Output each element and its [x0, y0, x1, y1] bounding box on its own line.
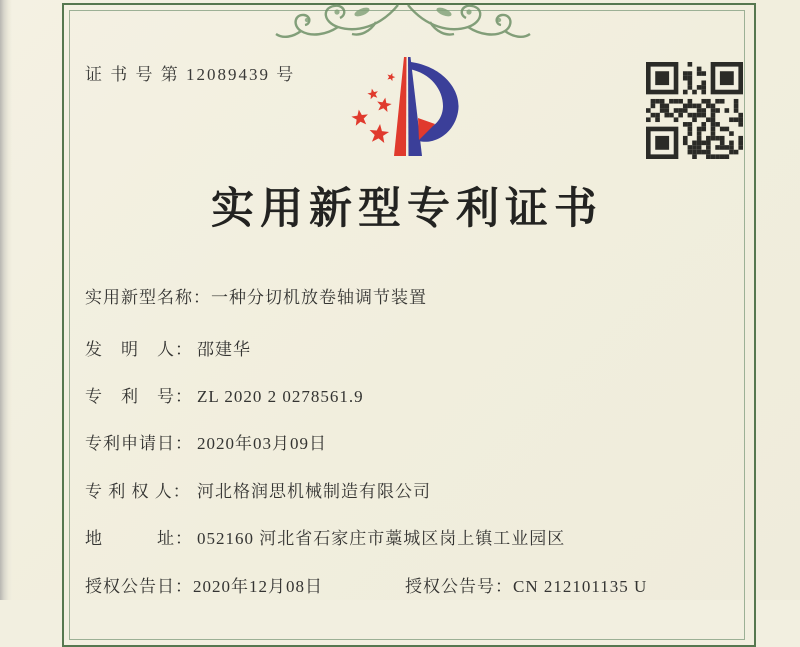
- field-label: 授权公告日：: [85, 577, 193, 596]
- field-label: 专 利 号：: [85, 387, 193, 406]
- field-address: [85, 524, 565, 546]
- field-label: 实用新型名称：: [85, 288, 211, 307]
- certificate-number: 证 书 号 第 12089439 号: [85, 65, 296, 84]
- field-label: 地 址：: [85, 529, 193, 548]
- field-patent-number: [85, 382, 364, 404]
- field-grant-date: [85, 572, 323, 594]
- field-value: 052160 河北省石家庄市藁城区岗上镇工业园区: [197, 529, 566, 548]
- scrollwork-ornament-icon: [258, 0, 548, 42]
- field-label: 专 利 权 人：: [85, 482, 191, 501]
- field-value: CN 212101135 U: [513, 577, 648, 596]
- field-value: 一种分切机放卷轴调节装置: [211, 288, 427, 307]
- cnipa-patent-logo-icon: [338, 54, 472, 166]
- scan-page-edge: [0, 0, 12, 600]
- certificate-title: 实用新型专利证书: [211, 186, 603, 233]
- field-application-date: [85, 429, 327, 451]
- field-label: 授权公告号：: [405, 577, 513, 596]
- field-value: ZL 2020 2 0278561.9: [197, 387, 364, 406]
- field-patentee: [85, 477, 431, 499]
- field-value: 邵建华: [197, 340, 251, 359]
- field-value: 2020年12月08日: [193, 577, 323, 596]
- field-label: 发 明 人：: [85, 340, 193, 359]
- field-inventor: [85, 335, 251, 357]
- field-value: 2020年03月09日: [197, 434, 327, 453]
- field-label: 专利申请日：: [85, 434, 193, 453]
- qr-code: [646, 62, 743, 159]
- field-value: 河北格润思机械制造有限公司: [197, 482, 431, 501]
- field-utility-model-name: [85, 283, 427, 305]
- field-grant-number: [405, 572, 647, 594]
